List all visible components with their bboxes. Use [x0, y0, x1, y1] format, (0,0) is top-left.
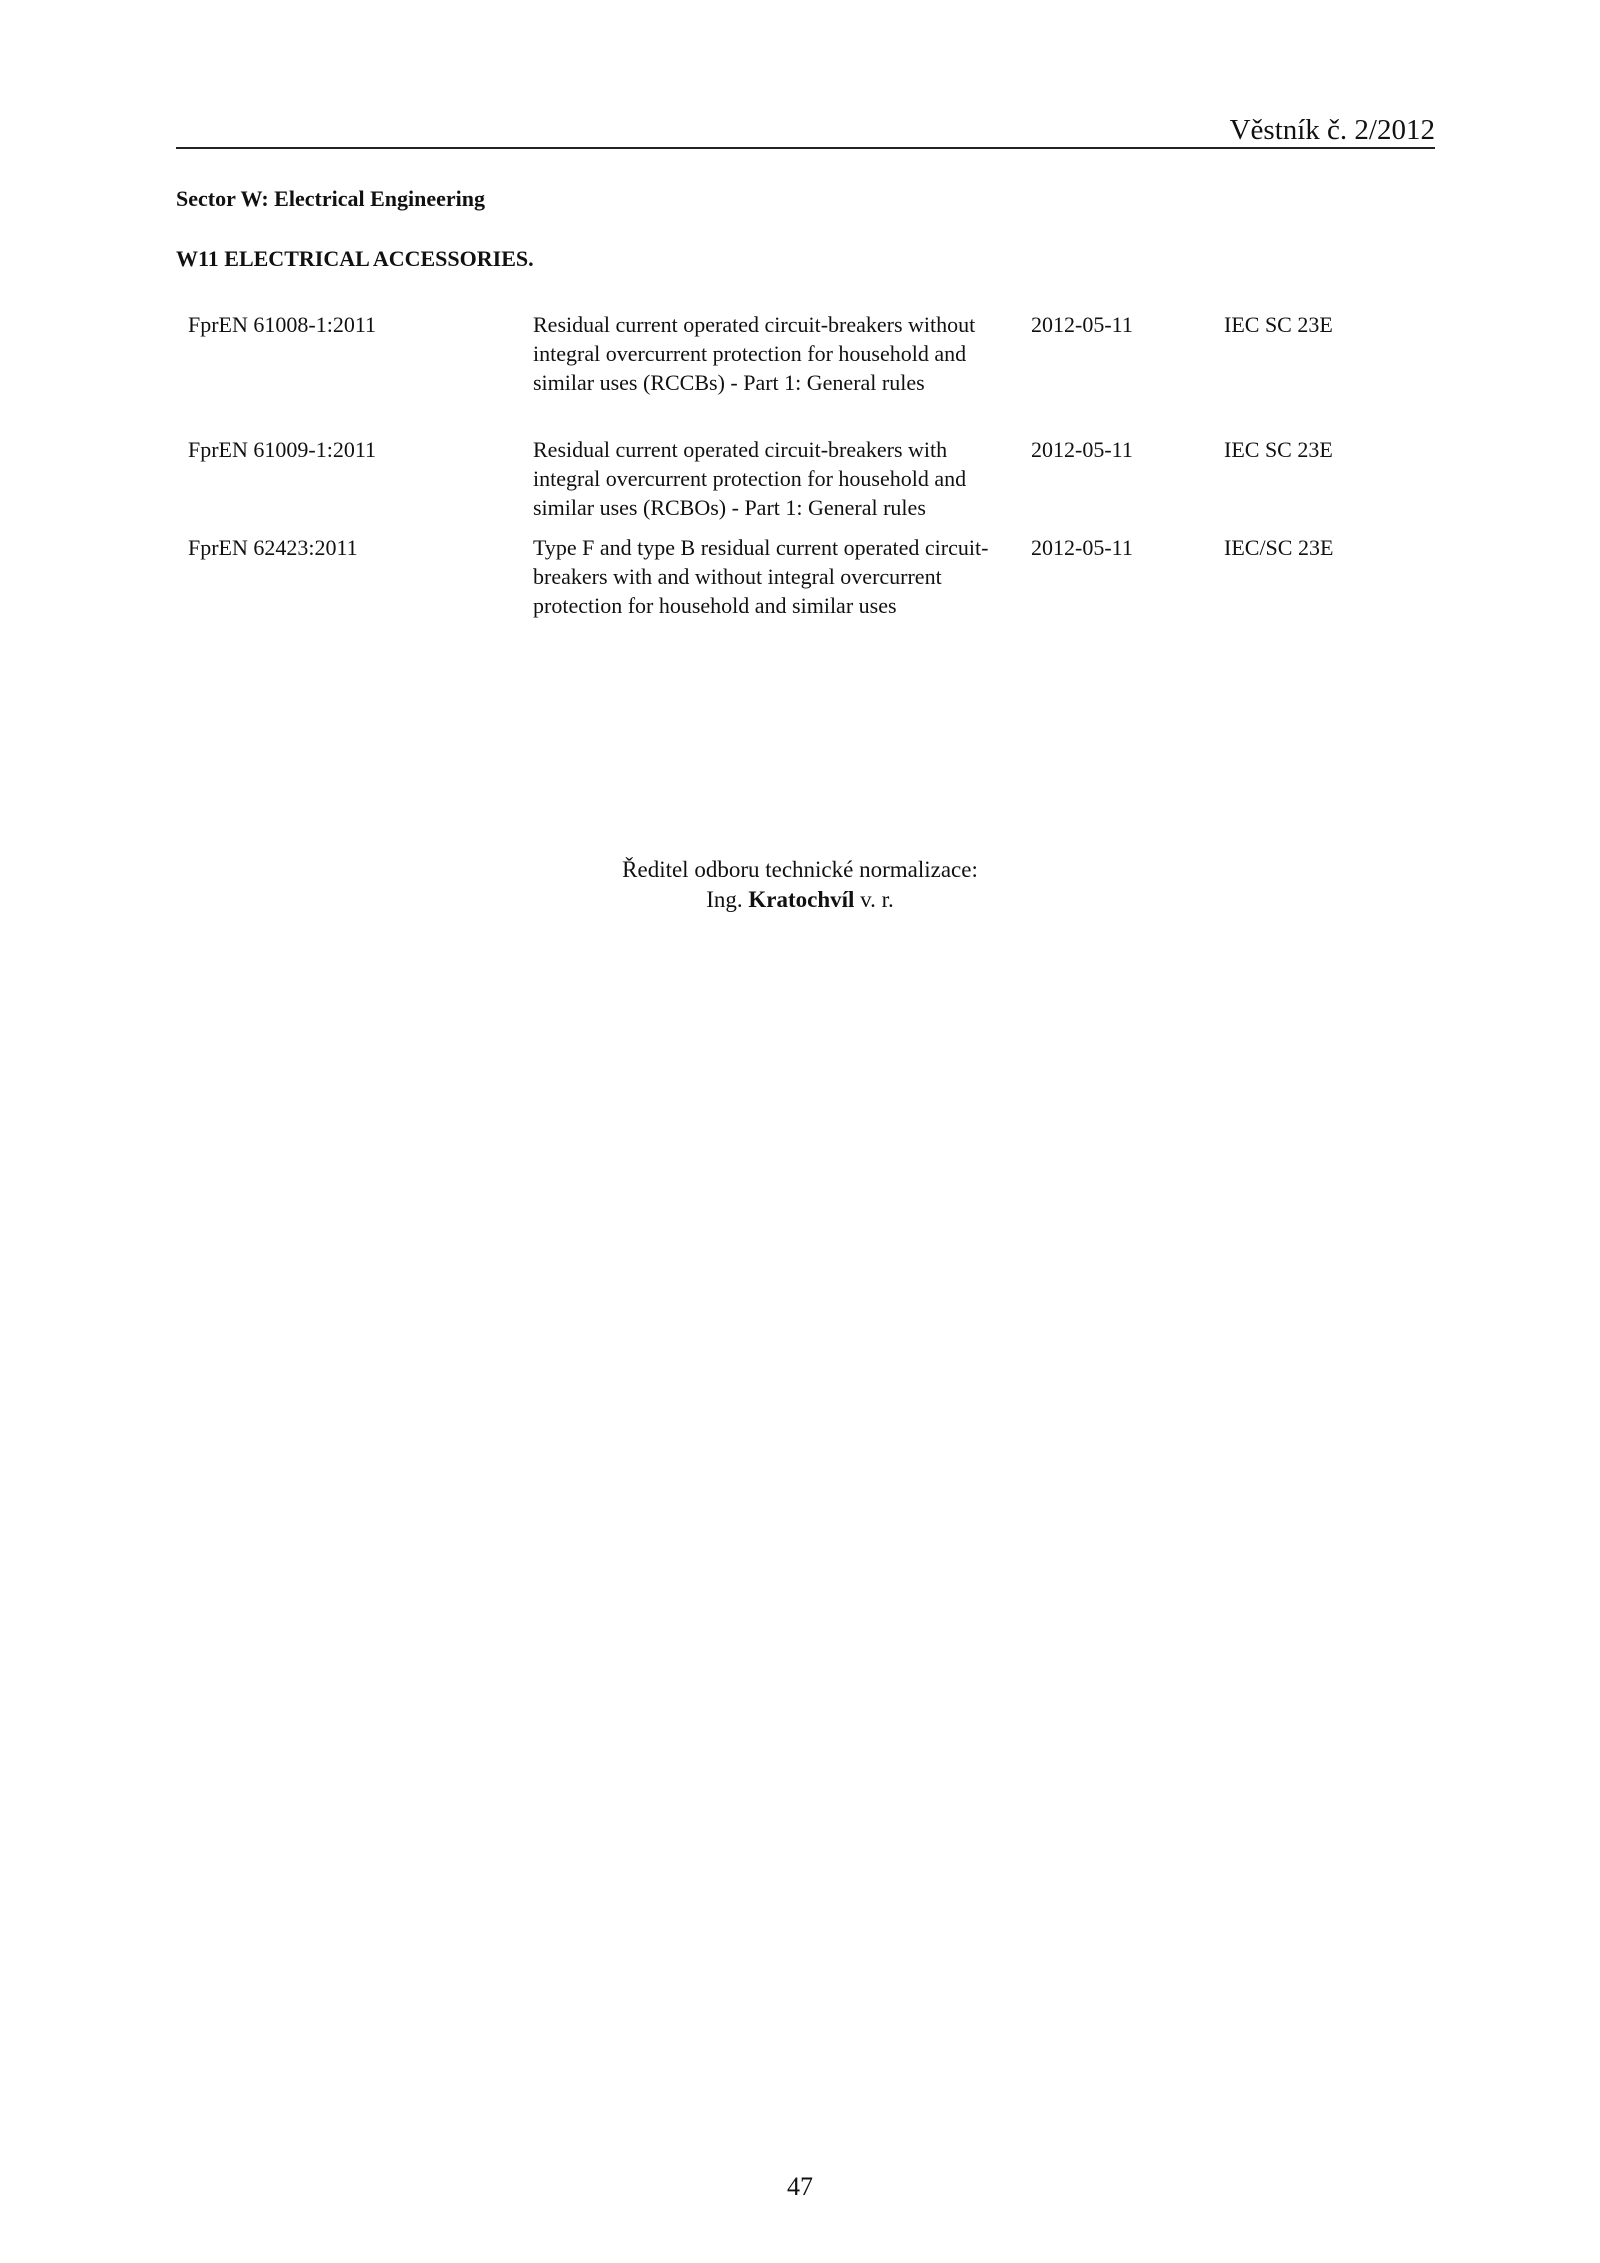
standard-row: [176, 310, 1435, 435]
page-number: 47: [787, 2172, 813, 2201]
sector-heading: Sector W: Electrical Engineering: [176, 186, 485, 211]
standard-date: 2012-05-11: [1031, 535, 1133, 560]
standard-title: Type F and type B residual current operated circuit-breakers with and without integral overcurrent protection for household and similar uses: [533, 535, 989, 618]
signature-line: [0, 885, 1600, 915]
standard-date: 2012-05-11: [1031, 437, 1133, 462]
standard-code: FprEN 62423:2011: [188, 535, 358, 560]
standard-code: FprEN 61008-1:2011: [188, 312, 377, 337]
standard-title: Residual current operated circuit-breakers without integral overcurrent protection for household and similar uses (RCCBs) - Part 1: General rules: [533, 312, 976, 395]
standard-code: FprEN 61009-1:2011: [188, 437, 377, 462]
standard-committee: IEC SC 23E: [1224, 437, 1333, 462]
signature-role: Ředitel odboru technické normalizace:: [622, 857, 978, 882]
bulletin-title: Věstník č. 2/2012: [1229, 114, 1435, 146]
standard-committee: IEC SC 23E: [1224, 312, 1333, 337]
standard-row: [176, 533, 1435, 658]
subsector-heading: W11 ELECTRICAL ACCESSORIES.: [176, 246, 534, 271]
standard-title: Residual current operated circuit-breakers with integral overcurrent protection for household and similar uses (RCBOs) - Part 1: General rules: [533, 437, 967, 520]
standard-committee: IEC/SC 23E: [1224, 535, 1334, 560]
standard-row: [176, 435, 1435, 533]
signature-block: [0, 855, 1600, 915]
standard-date: 2012-05-11: [1031, 312, 1133, 337]
signature-prefix: Ing.: [706, 887, 743, 912]
signature-name: Kratochvíl: [748, 887, 855, 912]
header-divider: [176, 147, 1435, 149]
standards-table: [176, 310, 1435, 658]
signature-suffix: v. r.: [860, 887, 894, 912]
